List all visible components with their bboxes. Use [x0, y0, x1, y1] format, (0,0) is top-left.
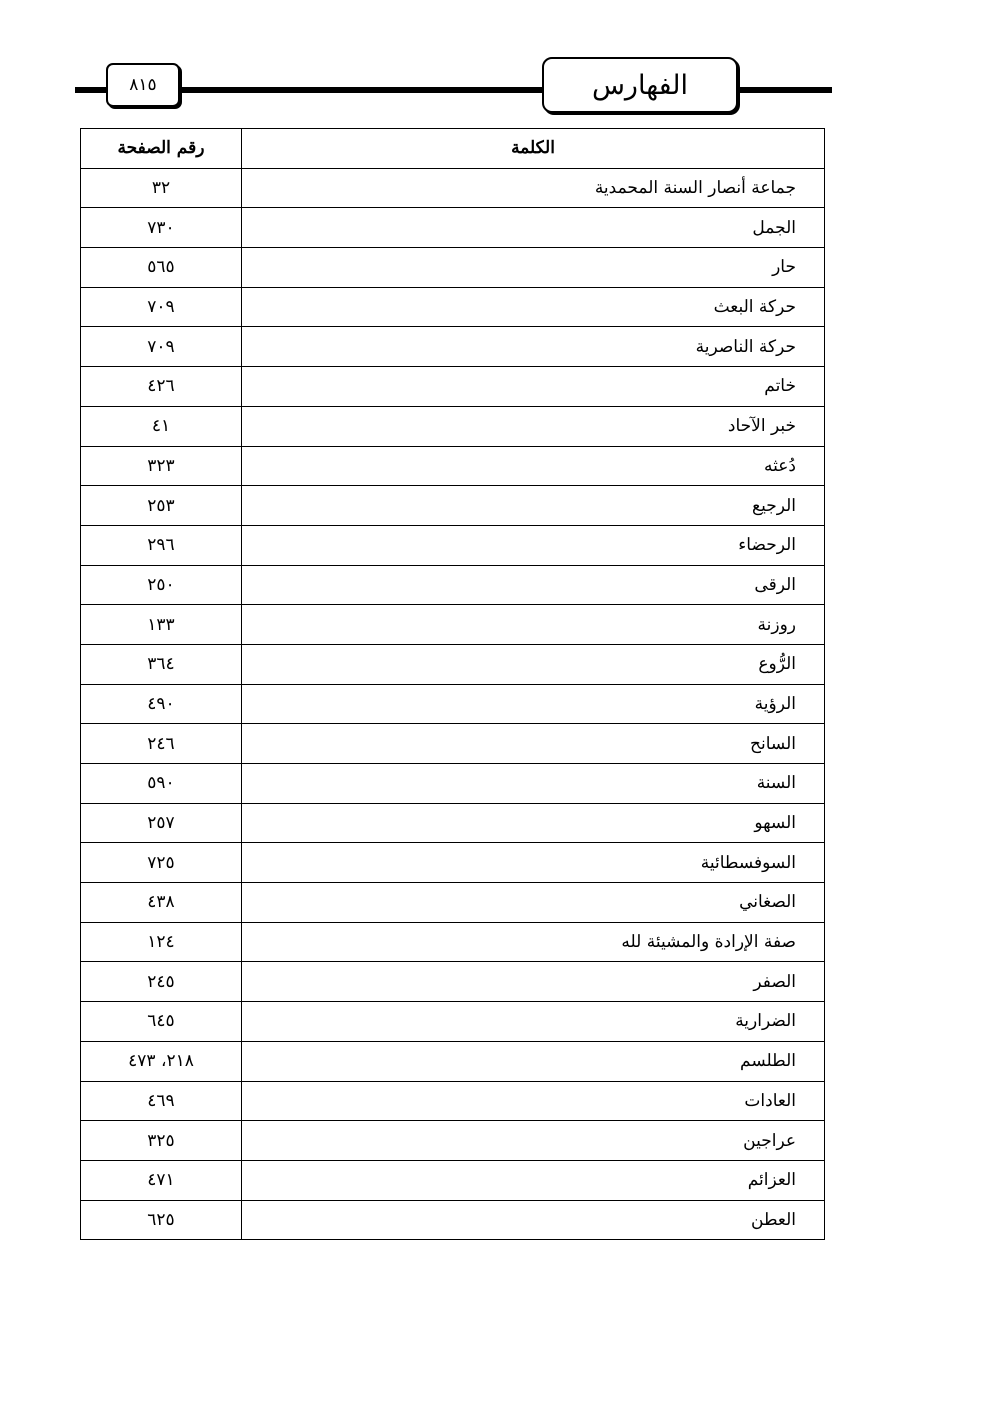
- page-reference: ٧٠٩: [81, 287, 242, 327]
- table-row: [81, 1121, 825, 1161]
- page-reference: ٣٢٣: [81, 446, 242, 486]
- page-reference: ٤٧١: [81, 1160, 242, 1200]
- page-reference: ٢٥٣: [81, 486, 242, 526]
- index-term: روزنة: [242, 605, 825, 645]
- index-term: السنة: [242, 764, 825, 804]
- table-row: [81, 486, 825, 526]
- table-row: [81, 168, 825, 208]
- table-row: [81, 525, 825, 565]
- section-title: الفهارس: [542, 57, 738, 113]
- page-reference: ٦٤٥: [81, 1002, 242, 1042]
- index-term: حار: [242, 248, 825, 288]
- page-reference: ٢٤٥: [81, 962, 242, 1002]
- table-row: [81, 684, 825, 724]
- index-term: الرحضاء: [242, 525, 825, 565]
- page-reference: ٢١٨، ٤٧٣: [81, 1041, 242, 1081]
- table-row: [81, 287, 825, 327]
- index-term: الرؤية: [242, 684, 825, 724]
- index-term: حركة البعث: [242, 287, 825, 327]
- table-row: [81, 1160, 825, 1200]
- table-row: [81, 367, 825, 407]
- column-header-page: رقم الصفحة: [81, 129, 242, 169]
- page-reference: ٤٩٠: [81, 684, 242, 724]
- page-reference: ٣٢٥: [81, 1121, 242, 1161]
- page-reference: ٣٢: [81, 168, 242, 208]
- page-reference: ٥٦٥: [81, 248, 242, 288]
- table-row: [81, 724, 825, 764]
- table-row: [81, 248, 825, 288]
- table-row: [81, 406, 825, 446]
- page-reference: ٣٦٤: [81, 644, 242, 684]
- index-term: الضرارية: [242, 1002, 825, 1042]
- page-reference: ٤٣٨: [81, 883, 242, 923]
- table-row: [81, 644, 825, 684]
- index-term: السوفسطائية: [242, 843, 825, 883]
- index-term: صفة الإرادة والمشيئة لله: [242, 922, 825, 962]
- page-reference: ٥٩٠: [81, 764, 242, 804]
- index-term: العطن: [242, 1200, 825, 1240]
- index-term: الرجيع: [242, 486, 825, 526]
- page-reference: ٢٥٧: [81, 803, 242, 843]
- index-term: دُعثه: [242, 446, 825, 486]
- page-reference: ٧٠٩: [81, 327, 242, 367]
- table-row: [81, 843, 825, 883]
- page-reference: ٢٩٦: [81, 525, 242, 565]
- table-row: [81, 1081, 825, 1121]
- page-reference: ١٢٤: [81, 922, 242, 962]
- table-row: [81, 883, 825, 923]
- table-row: [81, 803, 825, 843]
- index-term: حركة الناصرية: [242, 327, 825, 367]
- index-term: العادات: [242, 1081, 825, 1121]
- table-row: [81, 1200, 825, 1240]
- index-term: جماعة أنصار السنة المحمدية: [242, 168, 825, 208]
- page-number: ٨١٥: [106, 63, 180, 107]
- index-term: الطلسم: [242, 1041, 825, 1081]
- column-header-word: الكلمة: [242, 129, 825, 169]
- table-row: [81, 605, 825, 645]
- index-term: الصغاني: [242, 883, 825, 923]
- page-reference: ٢٥٠: [81, 565, 242, 605]
- table-row: [81, 565, 825, 605]
- table-row: [81, 1041, 825, 1081]
- index-term: الجمل: [242, 208, 825, 248]
- page-reference: ٤١: [81, 406, 242, 446]
- page-reference: ٦٢٥: [81, 1200, 242, 1240]
- index-term: خاتم: [242, 367, 825, 407]
- index-term: خبر الآحاد: [242, 406, 825, 446]
- index-term: الرُّوع: [242, 644, 825, 684]
- index-term: الصفر: [242, 962, 825, 1002]
- page-reference: ١٣٣: [81, 605, 242, 645]
- index-term: السانح: [242, 724, 825, 764]
- index-table: [80, 128, 825, 1240]
- page-reference: ٧٣٠: [81, 208, 242, 248]
- table-row: [81, 208, 825, 248]
- table-header-row: [81, 129, 825, 169]
- index-term: الرقى: [242, 565, 825, 605]
- table-row: [81, 446, 825, 486]
- page-reference: ٤٦٩: [81, 1081, 242, 1121]
- table-row: [81, 1002, 825, 1042]
- table-row: [81, 922, 825, 962]
- page-reference: ٧٢٥: [81, 843, 242, 883]
- table-row: [81, 764, 825, 804]
- index-rows: [81, 168, 825, 1240]
- page-reference: ٢٤٦: [81, 724, 242, 764]
- index-term: العزائم: [242, 1160, 825, 1200]
- table-row: [81, 962, 825, 1002]
- table-row: [81, 327, 825, 367]
- page-reference: ٤٢٦: [81, 367, 242, 407]
- index-term: السهو: [242, 803, 825, 843]
- index-term: عراجين: [242, 1121, 825, 1161]
